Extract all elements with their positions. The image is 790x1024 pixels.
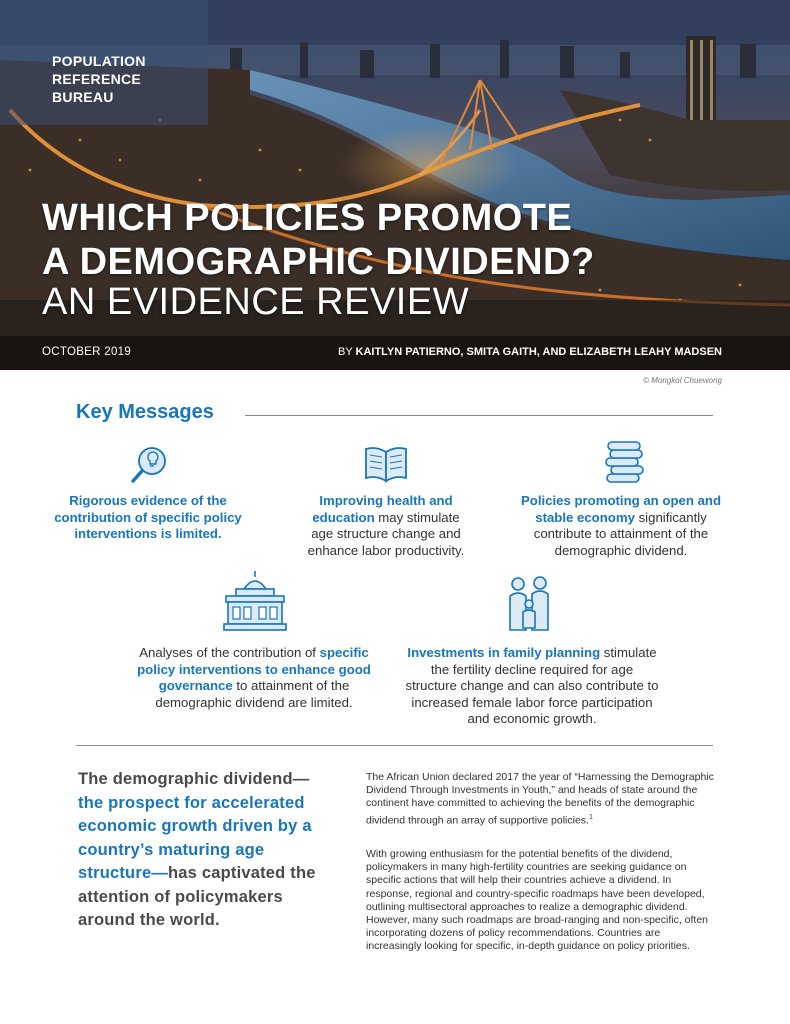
- key-message-1-bold: Rigorous evidence of the contribution of specific policy interventions is limited.: [54, 493, 242, 541]
- pull-quote-rest: has captivated the attention of policymakers around the world.: [78, 864, 316, 929]
- key-message-2-bold: Improving health and education: [312, 493, 453, 525]
- pull-quote: [78, 768, 333, 933]
- pull-quote-highlight: the prospect for accelerated economic growth driven by a country’s maturing age structure—: [78, 793, 312, 882]
- body-paragraph-1-text: The African Union declared 2017 the year of “Harnessing the Demographic Dividend Through Investments in Youth,” and heads of state around the continent have committed to achieving the benefits of the demographic dividend through an array of supportive policies.: [366, 771, 714, 827]
- byline-prefix: BY: [337, 346, 356, 358]
- cover-photo: [0, 0, 790, 370]
- key-message-5: [404, 645, 660, 728]
- footnote-ref-1: 1: [588, 813, 593, 821]
- byline: [338, 346, 722, 358]
- body-paragraph-1: [366, 771, 718, 827]
- key-message-4: [130, 645, 378, 711]
- coin-stack-icon: [602, 440, 646, 486]
- meta-bar: [0, 336, 790, 370]
- pull-quote-lead: The demographic dividend—: [78, 770, 310, 788]
- key-message-3-bold: Policies promoting an open and stable economy: [520, 493, 722, 525]
- magnifier-bulb-icon: [128, 444, 170, 486]
- key-message-4-rest: to attainment of the demographic dividend are limited.: [155, 678, 353, 710]
- key-message-2-rest: may stimulate age structure change and enhance labor productivity.: [307, 509, 465, 558]
- key-message-1: [52, 493, 244, 543]
- government-building-icon: [222, 569, 288, 633]
- family-icon: [506, 574, 554, 634]
- publication-date: OCTOBER 2019: [42, 346, 132, 358]
- key-message-2: [300, 493, 472, 559]
- key-message-3: [516, 493, 726, 559]
- key-message-4-bold: specific policy interventions to enhance good governance: [137, 645, 371, 693]
- key-message-3-rest: significantly contribute to attainment of the demographic dividend.: [533, 509, 709, 558]
- heading-rule: [245, 415, 713, 416]
- open-book-icon: [362, 444, 410, 484]
- key-messages-heading: Key Messages: [76, 401, 214, 423]
- section-divider: [76, 745, 713, 746]
- key-message-5-bold: Investments in family planning: [407, 645, 601, 660]
- org-logo-text: POPULATION REFERENCE BUREAU: [52, 53, 146, 105]
- key-message-4-pre: Analyses of the contribution of: [139, 645, 320, 660]
- key-message-5-rest: stimulate the fertility decline required for age structure change and can also contribute to increased female labor force participation and economic growth.: [405, 645, 659, 726]
- body-paragraph-2: With growing enthusiasm for the potential benefits of the dividend, policymakers in many high-fertility countries are seeking guidance on specific actions that will help their countries achieve a dividend. In response, regional and country-specific roadmaps have been developed, outlining multisectoral approaches to realize a demographic dividend. However, many such roadmaps are broad-ranging and non-specific, often incorporating dozens of policy recommendations. Countries are increasingly looking for specific, in-depth guidance on policy priorities.: [366, 848, 709, 953]
- report-subtitle: AN EVIDENCE REVIEW: [42, 281, 470, 323]
- report-title: WHICH POLICIES PROMOTE A DEMOGRAPHIC DIVIDEND?: [42, 197, 595, 283]
- photo-credit: © Mongkol Chuewong: [643, 376, 722, 385]
- authors: KAITLYN PATIERNO, SMITA GAITH, AND ELIZABETH LEAHY MADSEN: [355, 346, 722, 358]
